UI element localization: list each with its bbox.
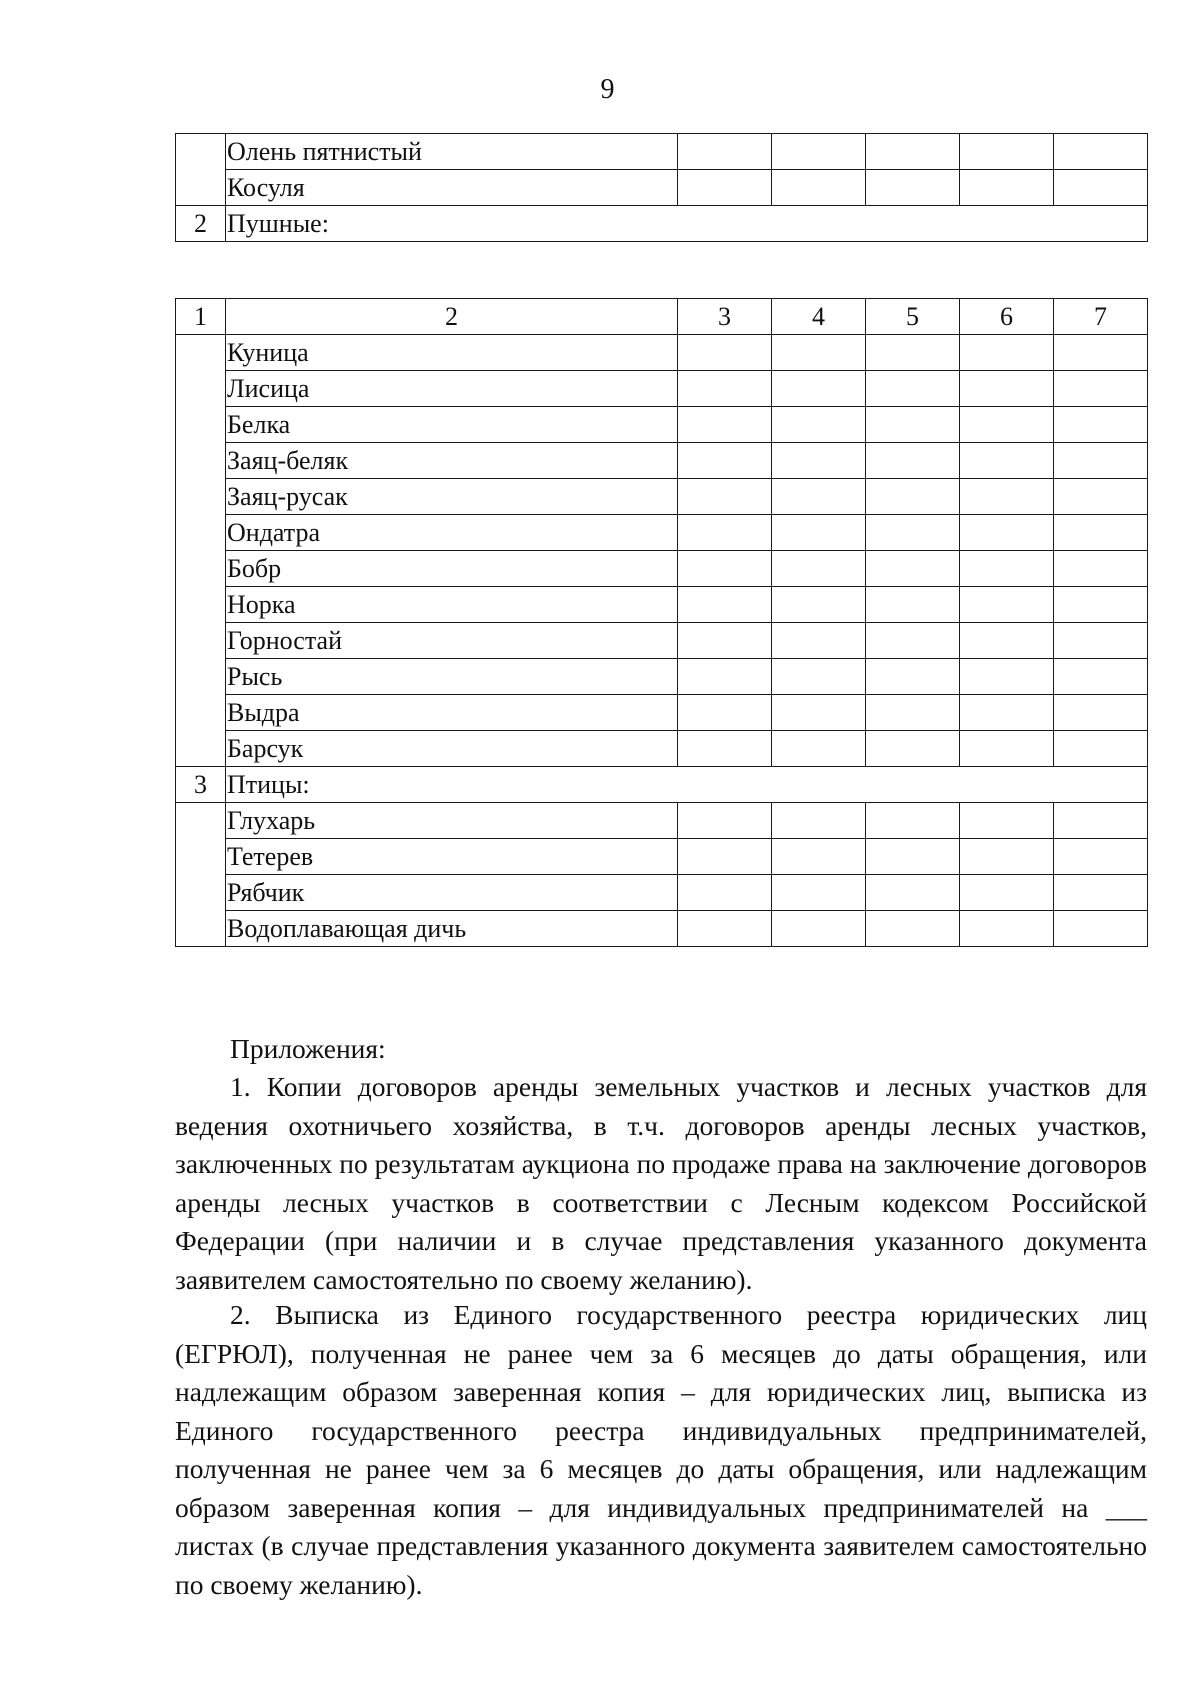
column-header: 6 xyxy=(960,299,1054,335)
value-cell xyxy=(1054,623,1148,659)
table-row xyxy=(176,335,1148,371)
table-row xyxy=(176,875,1148,911)
value-cell xyxy=(678,551,772,587)
value-cell xyxy=(1054,551,1148,587)
value-cell xyxy=(678,911,772,947)
value-cell xyxy=(866,479,960,515)
value-cell xyxy=(1054,695,1148,731)
value-cell xyxy=(772,911,866,947)
value-cell xyxy=(866,839,960,875)
value-cell xyxy=(866,911,960,947)
value-cell xyxy=(1054,443,1148,479)
value-cell xyxy=(678,875,772,911)
species-cell: Выдра xyxy=(226,695,678,731)
animals-table xyxy=(175,298,1148,947)
table-row xyxy=(176,407,1148,443)
column-header: 5 xyxy=(866,299,960,335)
value-cell xyxy=(960,623,1054,659)
value-cell xyxy=(678,587,772,623)
page-number: 9 xyxy=(600,74,615,105)
column-header: 4 xyxy=(772,299,866,335)
value-cell xyxy=(1054,587,1148,623)
species-cell: Бобр xyxy=(226,551,678,587)
table-row xyxy=(176,839,1148,875)
value-cell xyxy=(866,551,960,587)
value-cell xyxy=(1054,371,1148,407)
value-cell xyxy=(678,659,772,695)
value-cell xyxy=(772,170,866,206)
table-row xyxy=(176,134,1148,170)
value-cell xyxy=(772,587,866,623)
value-cell xyxy=(960,587,1054,623)
annex-item-text: 1. Копии договоров аренды земельных участков и лесных участков для ведения охотничьего хозяйства, в т.ч. договоров аренды лесных участков, заключенных по результатам аукциона по продаже права на заключение договоров аренды лесных участков в соответствии с Лесным кодексом Российской Федерации (при наличии и в случае представления указанного документа заявителем самостоятельно по своему желанию). xyxy=(175,1071,1147,1295)
table-row xyxy=(176,479,1148,515)
animals-table-continued xyxy=(175,133,1148,242)
value-cell xyxy=(1054,170,1148,206)
species-cell: Лисица xyxy=(226,371,678,407)
value-cell xyxy=(866,515,960,551)
value-cell xyxy=(866,134,960,170)
table-row xyxy=(176,206,1148,242)
value-cell xyxy=(866,170,960,206)
annex-item-text: 2. Выписка из Единого государственного реестра юридических лиц (ЕГРЮЛ), полученная не ранее чем за 6 месяцев до даты обращения, или надлежащим образом заверенная копия – для юридических лиц, выписка из Единого государственного реестра индивидуальных предпринимателей, полученная не ранее чем за 6 месяцев до даты обращения, или надлежащим образом заверенная копия – для индивидуальных предпринимателей на ___ листах (в случае представления указанного документа заявителем самостоятельно по своему желанию). xyxy=(175,1299,1147,1600)
group-title-cell: Пушные: xyxy=(226,206,1148,242)
column-header: 1 xyxy=(176,299,226,335)
value-cell xyxy=(866,803,960,839)
value-cell xyxy=(866,695,960,731)
value-cell xyxy=(960,695,1054,731)
value-cell xyxy=(960,170,1054,206)
value-cell xyxy=(866,371,960,407)
value-cell xyxy=(866,335,960,371)
value-cell xyxy=(1054,875,1148,911)
value-cell xyxy=(772,659,866,695)
value-cell xyxy=(678,335,772,371)
column-header: 7 xyxy=(1054,299,1148,335)
value-cell xyxy=(960,134,1054,170)
value-cell xyxy=(866,731,960,767)
species-cell: Косуля xyxy=(226,170,678,206)
value-cell xyxy=(1054,335,1148,371)
row-number-cell xyxy=(176,803,226,947)
row-number-cell xyxy=(176,335,226,767)
column-header: 2 xyxy=(226,299,678,335)
value-cell xyxy=(1054,731,1148,767)
value-cell xyxy=(866,659,960,695)
value-cell xyxy=(678,839,772,875)
value-cell xyxy=(866,875,960,911)
column-header: 3 xyxy=(678,299,772,335)
value-cell xyxy=(1054,803,1148,839)
value-cell xyxy=(960,731,1054,767)
annex-item xyxy=(175,1068,1147,1299)
value-cell xyxy=(678,623,772,659)
table-row xyxy=(176,371,1148,407)
value-cell xyxy=(960,911,1054,947)
species-cell: Заяц-беляк xyxy=(226,443,678,479)
value-cell xyxy=(960,659,1054,695)
table-row xyxy=(176,515,1148,551)
species-cell: Олень пятнистый xyxy=(226,134,678,170)
value-cell xyxy=(1054,839,1148,875)
value-cell xyxy=(772,515,866,551)
value-cell xyxy=(772,623,866,659)
species-cell: Барсук xyxy=(226,731,678,767)
table-row xyxy=(176,767,1148,803)
species-cell: Норка xyxy=(226,587,678,623)
value-cell xyxy=(678,731,772,767)
value-cell xyxy=(866,443,960,479)
value-cell xyxy=(960,407,1054,443)
species-cell: Белка xyxy=(226,407,678,443)
row-number-cell: 3 xyxy=(176,767,226,803)
species-cell: Куница xyxy=(226,335,678,371)
species-cell: Заяц-русак xyxy=(226,479,678,515)
table-row xyxy=(176,443,1148,479)
value-cell xyxy=(960,371,1054,407)
value-cell xyxy=(960,803,1054,839)
value-cell xyxy=(960,443,1054,479)
species-cell: Горностай xyxy=(226,623,678,659)
value-cell xyxy=(678,515,772,551)
value-cell xyxy=(960,875,1054,911)
value-cell xyxy=(772,134,866,170)
value-cell xyxy=(960,551,1054,587)
value-cell xyxy=(772,803,866,839)
annex-item xyxy=(175,1296,1147,1604)
value-cell xyxy=(772,479,866,515)
annex-title: Приложения: xyxy=(230,1033,386,1064)
table-row xyxy=(176,170,1148,206)
value-cell xyxy=(678,803,772,839)
value-cell xyxy=(1054,407,1148,443)
table-row xyxy=(176,803,1148,839)
value-cell xyxy=(678,407,772,443)
value-cell xyxy=(866,407,960,443)
value-cell xyxy=(1054,134,1148,170)
value-cell xyxy=(678,443,772,479)
value-cell xyxy=(1054,659,1148,695)
species-cell: Рысь xyxy=(226,659,678,695)
value-cell xyxy=(1054,911,1148,947)
value-cell xyxy=(960,335,1054,371)
value-cell xyxy=(772,335,866,371)
value-cell xyxy=(678,371,772,407)
value-cell xyxy=(678,134,772,170)
table-row xyxy=(176,731,1148,767)
species-cell: Глухарь xyxy=(226,803,678,839)
value-cell xyxy=(772,731,866,767)
value-cell xyxy=(866,623,960,659)
group-title-cell: Птицы: xyxy=(226,767,1148,803)
table-header-row xyxy=(176,299,1148,335)
row-number-cell: 2 xyxy=(176,206,226,242)
value-cell xyxy=(960,839,1054,875)
value-cell xyxy=(772,839,866,875)
value-cell xyxy=(772,407,866,443)
species-cell: Водоплавающая дичь xyxy=(226,911,678,947)
table-row xyxy=(176,911,1148,947)
value-cell xyxy=(772,371,866,407)
table-row xyxy=(176,587,1148,623)
table-row xyxy=(176,623,1148,659)
species-cell: Ондатра xyxy=(226,515,678,551)
table-row xyxy=(176,695,1148,731)
species-cell: Тетерев xyxy=(226,839,678,875)
value-cell xyxy=(1054,515,1148,551)
value-cell xyxy=(960,515,1054,551)
value-cell xyxy=(678,695,772,731)
table-row xyxy=(176,551,1148,587)
table-row xyxy=(176,659,1148,695)
value-cell xyxy=(866,587,960,623)
value-cell xyxy=(772,695,866,731)
value-cell xyxy=(1054,479,1148,515)
species-cell: Рябчик xyxy=(226,875,678,911)
value-cell xyxy=(772,443,866,479)
value-cell xyxy=(772,875,866,911)
value-cell xyxy=(678,479,772,515)
value-cell xyxy=(678,170,772,206)
value-cell xyxy=(960,479,1054,515)
value-cell xyxy=(772,551,866,587)
row-number-cell xyxy=(176,134,226,206)
